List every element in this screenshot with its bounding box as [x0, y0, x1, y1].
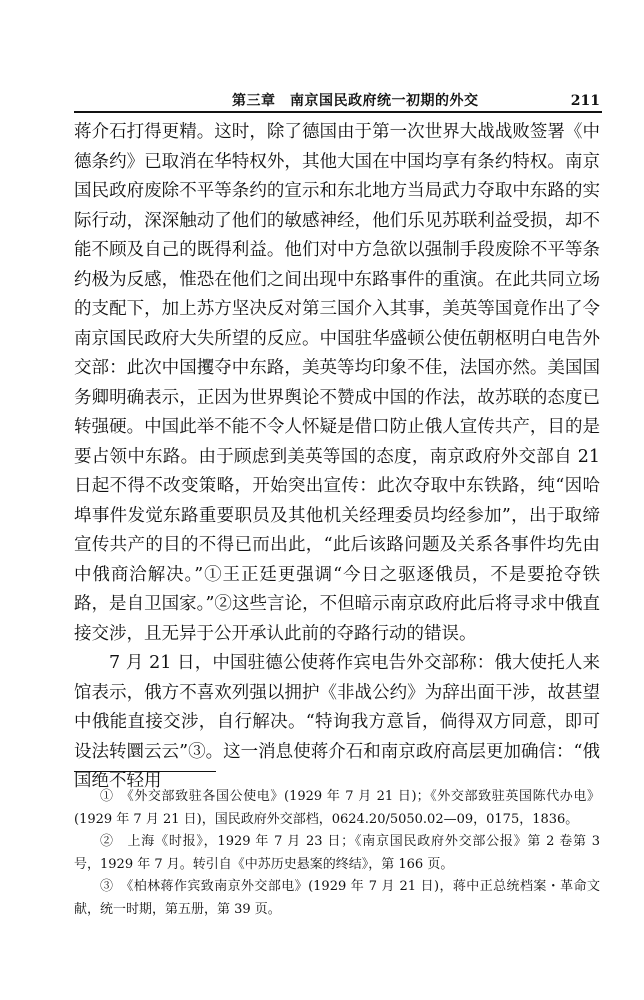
body-text [74, 118, 600, 797]
body-paragraph-2: 7 月 21 日，中国驻德公使蒋作宾电告外交部称：俄大使托人来馆表示，俄方不喜欢列强以拥护《非战公约》为辞出面干涉，故甚望中俄能直接交涉，自行解决。“特询我方意旨，倘得双方同意，即可设法转圜云云”③。这一消息使蒋介石和南京政府高层更加确信：“俄国绝不轻用 [74, 653, 600, 791]
running-head [20, 86, 600, 108]
footnote-1: ① 《外交部致驻各国公使电》(1929 年 7 月 21 日)；《外交部致驻英国陈代办电》(1929 年 7 月 21 日)，国民政府外交部档，0624.20/5050.02—09，0175，1836。 [74, 789, 600, 827]
footnote-rule [74, 771, 216, 772]
footnote-3: ③ 《柏林蒋作宾致南京外交部电》(1929 年 7 月 21 日)，蒋中正总统档案・革命文献，统一时期，第五册，第 39 页。 [74, 879, 600, 917]
page-number: 211 [570, 93, 600, 109]
footnote-2: ② 上海《时报》，1929 年 7 月 23 日；《南京国民政府外交部公报》第 2 卷第 3 号，1929 年 7 月。转引自《中苏历史悬案的终结》，第 166 页。 [74, 834, 600, 872]
body-paragraph-1: 蒋介石打得更精。这时，除了德国由于第一次世界大战战败签署《中德条约》已取消在华特权外，其他大国在中国均享有条约特权。南京国民政府废除不平等条约的宣示和东北地方当局武力夺取中东路的实际行动，深深触动了他们的敏感神经，他们乐见苏联利益受损，却不能不顾及自己的既得利益。他们对中方急欲以强制手段废除不平等条约极为反感，惟恐在他们之间出现中东路事件的重演。在此共同立场的支配下，加上苏方坚决反对第三国介入其事，美英等国竟作出了令南京国民政府大失所望的反应。中国驻华盛顿公使伍朝枢明白电告外交部：此次中国攫夺中东路，美英等均印象不佳，法国亦然。美国国务卿明确表示，正因为世界舆论不赞成中国的作法，故苏联的态度已转强硬。中国此举不能不令人怀疑是借口防止俄人宣传共产，目的是要占领中东路。由于顾虑到美英等国的态度，南京政府外交部自 21 日起不得不改变策略，开始突出宣传：此次夺取中东铁路，纯“因哈埠事件发觉东路重要职员及其他机关经理委员均经参加”，出于取缔宣传共产的目的不得已而出此，“此后该路问题及关系各事件均先由中俄商洽解决。”①王正廷更强调“今日之驱逐俄员，不是要抢夺铁路，是自卫国家。”②这些言论，不但暗示南京政府此后将寻求中俄直接交涉，且无异于公开承认此前的夺路行动的错误。 [74, 122, 600, 644]
footnotes [74, 786, 600, 921]
chapter-title: 第三章 南京国民政府统一初期的外交 [232, 93, 479, 109]
header-rule [74, 111, 602, 113]
